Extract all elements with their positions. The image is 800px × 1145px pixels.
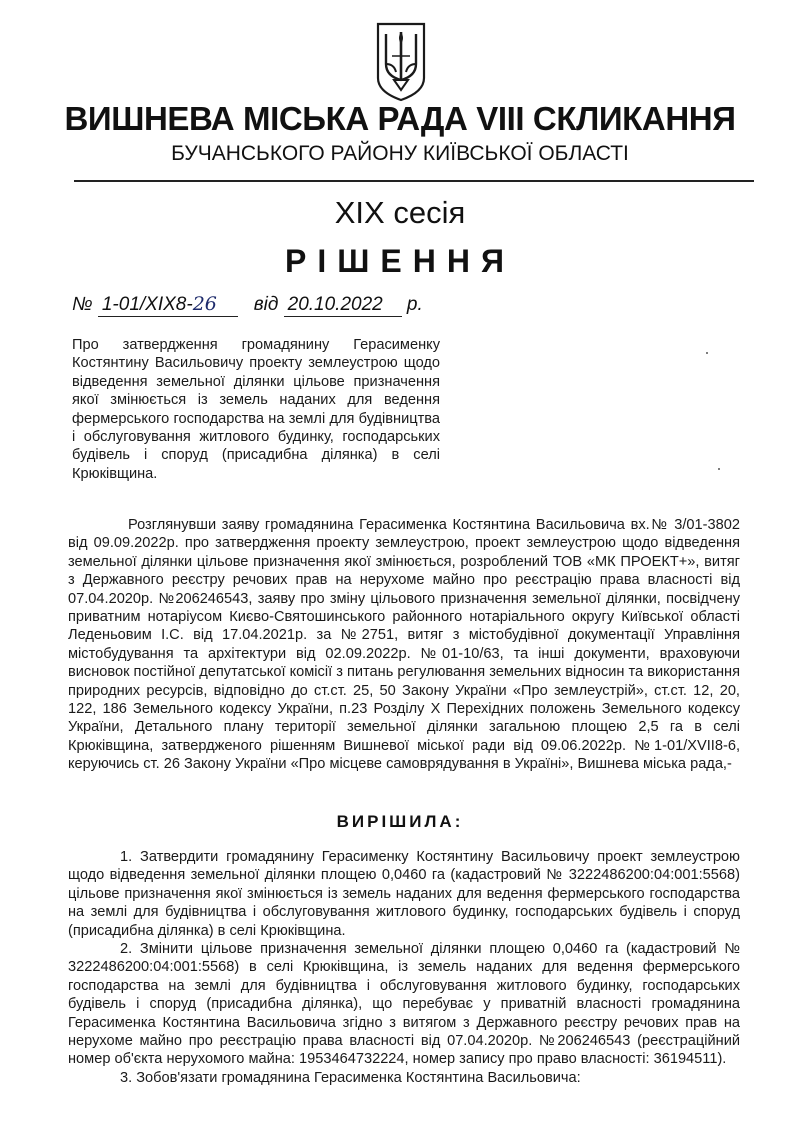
district-line: БУЧАНСЬКОГО РАЙОНУ КИЇВСЬКОЇ ОБЛАСТІ — [171, 142, 629, 165]
decision-item: 2. Змінити цільове призначення земельної ділянки площею 0,0460 га (кадастровий № 3222486200:04:001:5568) в селі Крюківщина, із земель наданих для ведення фермерського господарства на землі для будівництва і обслуговування житлового будинку, господарських будівель і споруд (присадибна ділянка), що перебуває у приватній власності громадянина Герасименка Костянтина Васильовича згідно з витягом з Державного реєстру речових прав на нерухоме майно про реєстрацію права власності від 07.04.2020р. №206246543 (реєстраційний номер об'єкта нерухомого майна: 1953464732224, номер запису про право власності: 36194511). — [68, 941, 740, 1068]
scan-speck — [718, 468, 720, 470]
decision-item: 3. Зобов'язати громадянина Герасименка Костянтина Васильовича: — [120, 1069, 581, 1086]
registration-line — [72, 293, 423, 317]
header-divider — [74, 180, 754, 182]
trident-emblem-icon — [374, 20, 428, 102]
document-type-title: РІШЕННЯ — [285, 243, 515, 279]
decision-number-handwritten: 26 — [192, 293, 217, 315]
decision-item: 1. Затвердити громадянину Герасименку Костянтину Васильовичу проект землеустрою щодо відведення земельної ділянки площею 0,0460 га (кадастровий № 3222486200:04:001:5568) цільове призначення якої змінюється із земель наданих для ведення фермерського господарства на землі для будівництва і обслуговування житлового будинку, господарських будівель і споруд (присадибна ділянка) в селі Крюківщина. — [68, 849, 740, 939]
decision-subject: Про затвердження громадянину Герасименку Костянтину Васильовичу проекту землеустрою щодо відведення земельної ділянки цільове призначення якої змінюється із земель наданих для ведення фермерського господарства на землі для будівництва і обслуговування житлового будинку, господарських будівель і споруд (присадибна ділянка) в селі Крюківщина. — [72, 337, 440, 482]
scan-speck — [706, 352, 708, 354]
resolved-heading: ВИРІШИЛА: — [336, 812, 464, 831]
decision-date: 20.10.2022 — [284, 294, 402, 317]
session-title: XIX сесія — [334, 195, 466, 230]
date-suffix: р. — [406, 294, 423, 315]
decision-number — [98, 293, 238, 317]
number-prefix: № — [72, 294, 93, 315]
decision-items — [68, 848, 740, 1087]
decision-number-printed: 1-01/XIX8- — [101, 294, 193, 315]
council-name: ВИШНЕВА МІСЬКА РАДА VIII СКЛИКАННЯ — [64, 100, 736, 137]
date-prefix: від — [253, 294, 279, 315]
preamble-paragraph: Розглянувши заяву громадянина Герасименка Костянтина Васильовича вх.№ 3/01-3802 від 09.09.2022р. про затвердження проекту землеустрою, проект землеустрою щодо відведення земельної ділянки цільове призначення якої змінюється, розроблений ТОВ «МК ПРОЕКТ+», витяг з Державного реєстру речових прав на нерухоме майно про реєстрацію права власності від 07.04.2020р. №206246543, заяву про зміну цільового призначення земельної ділянки, посвідчену приватним нотаріусом Києво-Святошинського районного нотаріального округу Київської області Леденьовим І.С. від 17.04.2021р. за №2751, витяг з містобудівної документації Управління містобудування та архітектури від 02.09.2022р. №01-10/63, та інші документи, враховуючи висновок постійної депутатської комісії з питань регулювання земельних відносин та використання природних ресурсів, відповідно до ст.ст. 25, 50 Закону України «Про землеустрій», ст.ст. 12, 20, 122, 186 Земельного кодексу України, п.23 Розділу Х Перехідних положень Земельного кодексу України, Детального плану території земельної ділянки загальною площею 2,5 га в селі Крюківщина, затвердженого рішенням Вишневої міської ради від 09.06.2022р. №1-01/XVII8-6, керуючись ст. 26 Закону України «Про місцеве самоврядування в Україні», Вишнева міська рада,- — [68, 517, 740, 773]
